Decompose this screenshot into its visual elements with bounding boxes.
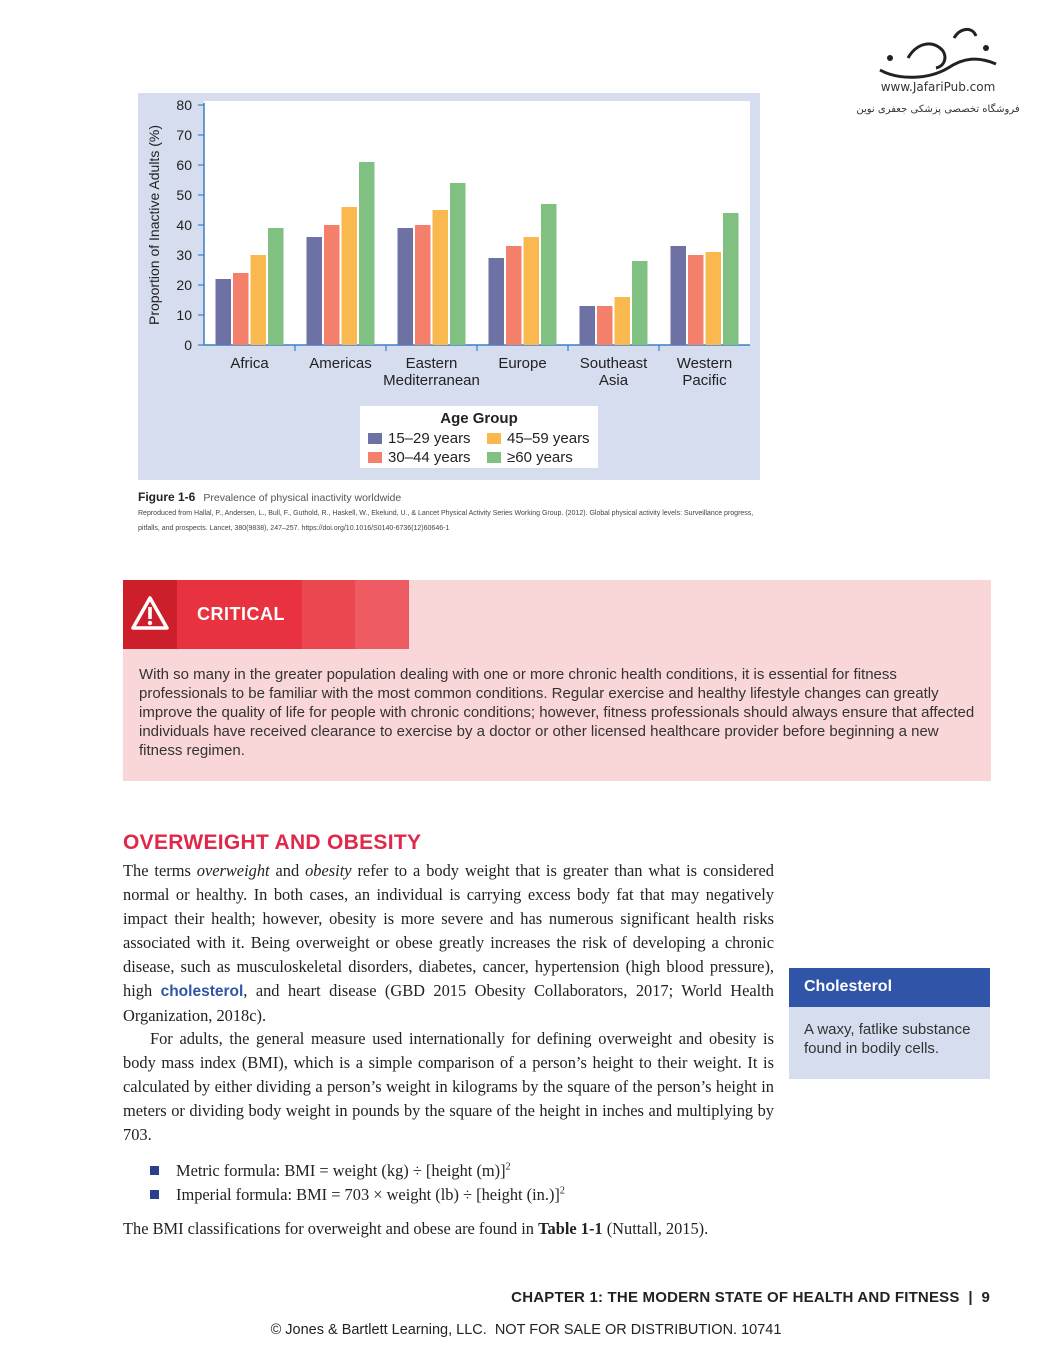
bar [506,246,522,345]
legend-item [368,449,471,466]
legend-swatch [487,452,501,463]
plot-area [204,101,750,345]
bar [415,225,431,345]
bar [359,162,375,345]
glossary-term-link[interactable]: cholesterol [160,983,244,1000]
bullet-marker [150,1190,159,1199]
text-run: The BMI classifications for overweight and obese are found in [123,1219,539,1238]
bar [489,258,505,345]
bar [450,183,466,345]
y-tick-label: 10 [176,307,192,323]
figure-caption [138,490,401,504]
bar [307,237,323,345]
x-tick-label: Africa [230,355,269,372]
bar [251,255,267,345]
glossary-term: Cholesterol [804,978,893,995]
bar [706,252,722,345]
bar [632,261,648,345]
figure-title: Prevalence of physical inactivity worldwide [203,492,402,504]
x-tick-label: Americas [309,355,372,372]
critical-icon-cell [123,580,177,649]
y-tick-label: 40 [176,217,192,233]
superscript: 2 [505,1161,511,1173]
bar [615,297,631,345]
figure-credit: Reproduced from Hallal, P., Andersen, L., Bull, F., Guthold, R., Haskell, W., Ekelund, U., & Lancet Physical Activity Series Working Group. (2012). Global physical activity levels: Surveillance progress, pitfalls, and prospects. Lancet, 380(9838), 247–257. https://doi.org/10.1016/S0140-6736(12)60646-1 [138,510,754,532]
bar [580,306,596,345]
text-run: and [269,861,306,880]
y-tick-label: 20 [176,277,192,293]
bullet-text [176,1161,511,1181]
legend-label: 30–44 years [388,449,471,466]
legend-item [487,430,590,447]
section-heading: OVERWEIGHT AND OBESITY [123,831,422,854]
critical-header-band [302,580,355,649]
bar [723,213,739,345]
bullet-marker [150,1166,159,1175]
critical-header-band [355,580,409,649]
text-run: , and heart disease (GBD 2015 Obesity Collaborators, 2017; World Health Organization, 2018c). [123,981,774,1025]
x-tick-label: Eastern [405,355,458,372]
y-tick-label: 0 [184,337,192,353]
y-axis-title: Proportion of Inactive Adults (%) [146,125,162,325]
formula-text: Metric formula: BMI = weight (kg) ÷ [height (m)] [176,1161,506,1180]
legend-swatch [368,433,382,444]
critical-text: With so many in the greater population dealing with one or more chronic health conditions, it is essential for fitness professionals to be familiar with the most common conditions. Regular exercise and healthy lifestyle changes can greatly improve the quality of life for people with chronic conditions; however, fitness professionals should always ensure that affected individuals have received clearance to exercise by a doctor or other licensed healthcare provider before beginning a new fitness regimen. [139,666,975,759]
text-run: refer to a body weight that is greater than what is considered normal or healthy. In both cases, an individual is carrying excess body fat that may negatively impact their health; however, obesity is more severe and has numerous significant health risks associated with it. Being overweight or obese greatly increases the risk of developing a chronic disease, such as musculoskeletal disorders, diabetes, cancer, hypertension (high blood pressure), high [123,861,774,1000]
legend-item [487,449,573,466]
italic-term: overweight [196,861,270,880]
legend-swatch [487,433,501,444]
glossary-definition: A waxy, fatlike substance found in bodily cells. [804,1021,971,1057]
legend-title: Age Group [440,410,518,427]
bar [541,204,557,345]
bar [524,237,540,345]
formula-text: Imperial formula: BMI = 703 × weight (lb) ÷ [height (in.)] [176,1185,560,1204]
table-reference[interactable]: Table 1-1 [538,1219,603,1238]
legend-item [368,430,471,447]
x-tick-label: Western [676,355,733,372]
bar [324,225,340,345]
y-tick-label: 70 [176,127,192,143]
paragraph [123,859,774,1028]
y-tick-label: 80 [176,97,192,113]
paragraph [123,1219,708,1239]
text-run: (Nuttall, 2015). [602,1219,709,1238]
bar [688,255,704,345]
x-tick-label: Southeast [579,355,648,372]
legend-label: 45–59 years [507,430,590,447]
x-tick-label: Mediterranean [383,372,480,389]
bar [398,228,414,345]
x-tick-label: Pacific [682,372,727,389]
bar [216,279,232,345]
legend-swatch [368,452,382,463]
x-tick-label: Asia [598,372,629,389]
bar [268,228,284,345]
y-tick-label: 50 [176,187,192,203]
y-tick-label: 60 [176,157,192,173]
bullet-text [176,1185,565,1205]
chart-legend [360,406,598,468]
legend-label: ≥60 years [507,449,573,466]
warning-icon [123,580,177,649]
watermark-tagline: فروشگاه تخصصی پزشکی جعفری نوین [856,104,1020,115]
y-tick-label: 30 [176,247,192,263]
bar [233,273,249,345]
running-footer: CHAPTER 1: THE MODERN STATE OF HEALTH AND FITNESS | 9 [511,1289,990,1306]
superscript: 2 [559,1185,565,1197]
bar [433,210,449,345]
bar [671,246,687,345]
text-run: The terms [123,861,197,880]
paragraph: For adults, the general measure used internationally for defining overweight and obesity is body mass index (BMI), which is a simple comparison of a person’s height to their weight. It is calculated by either dividing a person’s weight in kilograms by the square of the person’s height in meters or dividing body weight in pounds by the square of the height in inches and multiplying by 703. [123,1029,774,1144]
x-tick-label: Europe [498,355,547,372]
bar [597,306,613,345]
watermark-url: www.JafariPub.com [880,80,996,94]
italic-term: obesity [305,861,352,880]
critical-label: CRITICAL [197,604,285,624]
copyright-notice: © Jones & Bartlett Learning, LLC. NOT FOR SALE OR DISTRIBUTION. 10741 [270,1322,782,1338]
bar [342,207,358,345]
legend-label: 15–29 years [388,430,471,447]
figure-number: Figure 1-6 [138,490,196,504]
